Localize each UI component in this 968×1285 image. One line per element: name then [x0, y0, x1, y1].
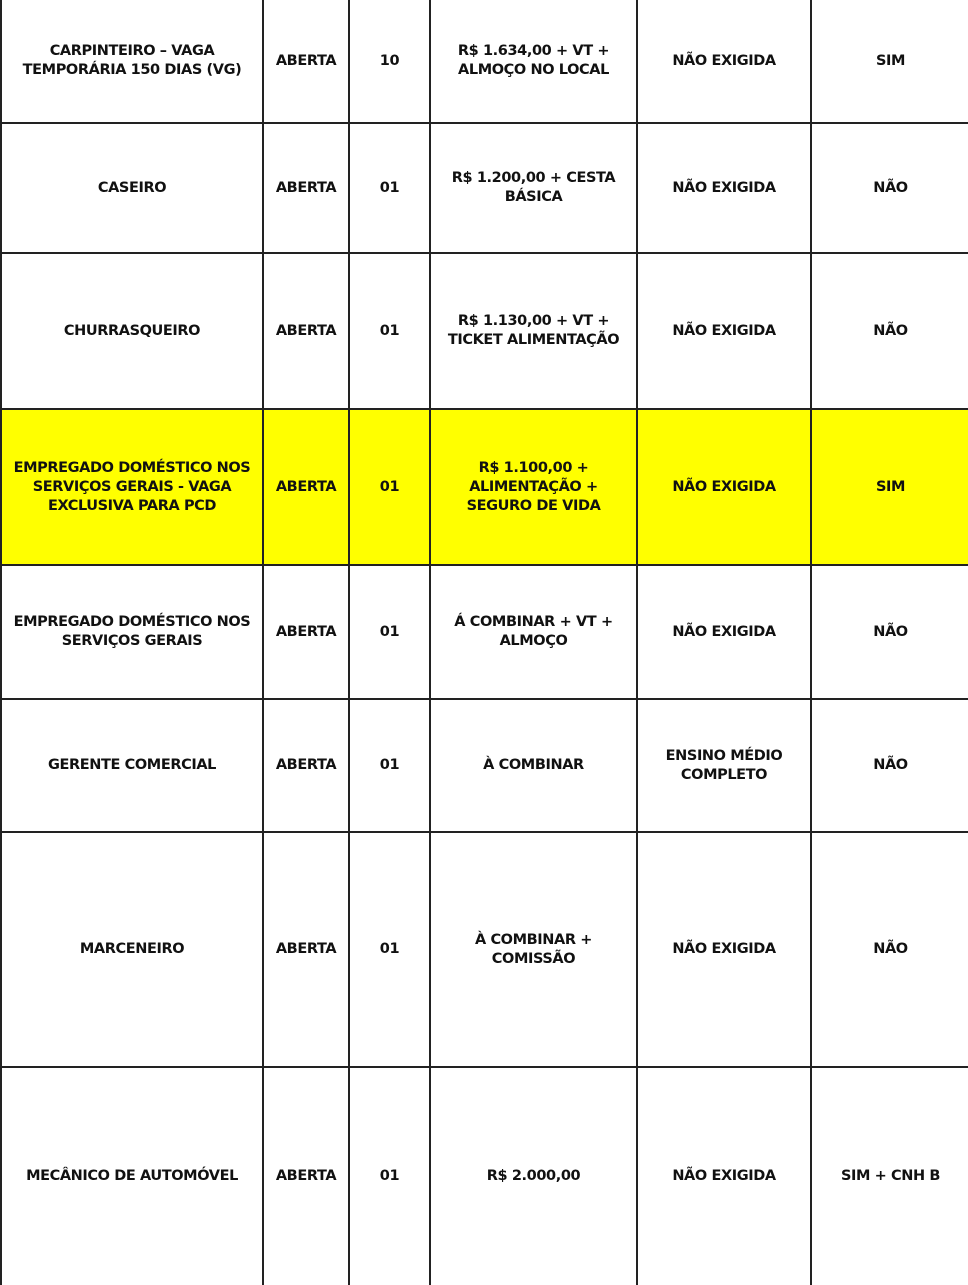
openings-count-cell: 10	[349, 0, 430, 123]
status-cell: ABERTA	[263, 565, 349, 699]
status-cell: ABERTA	[263, 832, 349, 1067]
job-title-cell: CASEIRO	[1, 123, 263, 253]
openings-count-cell: 01	[349, 832, 430, 1067]
education-cell: NÃO EXIGIDA	[637, 832, 811, 1067]
job-title-cell: MECÂNICO DE AUTOMÓVEL	[1, 1067, 263, 1285]
table-row	[1, 832, 968, 1067]
experience-cell: NÃO	[811, 565, 968, 699]
job-title-cell: EMPREGADO DOMÉSTICO NOS SERVIÇOS GERAIS - VAGA EXCLUSIVA PARA PCD	[1, 409, 263, 565]
status-cell: ABERTA	[263, 0, 349, 123]
table-row	[1, 253, 968, 409]
job-title-cell: MARCENEIRO	[1, 832, 263, 1067]
status-cell: ABERTA	[263, 699, 349, 832]
openings-count-cell: 01	[349, 253, 430, 409]
education-cell: ENSINO MÉDIO COMPLETO	[637, 699, 811, 832]
salary-cell: À COMBINAR + COMISSÃO	[430, 832, 637, 1067]
salary-cell: R$ 2.000,00	[430, 1067, 637, 1285]
experience-cell: NÃO	[811, 253, 968, 409]
openings-count-cell: 01	[349, 409, 430, 565]
openings-count-cell: 01	[349, 699, 430, 832]
education-cell: NÃO EXIGIDA	[637, 565, 811, 699]
job-title-cell: CARPINTEIRO – VAGA TEMPORÁRIA 150 DIAS (VG)	[1, 0, 263, 123]
table-row-highlighted	[1, 409, 968, 565]
education-cell: NÃO EXIGIDA	[637, 409, 811, 565]
experience-cell: SIM	[811, 409, 968, 565]
status-cell: ABERTA	[263, 1067, 349, 1285]
salary-cell: R$ 1.100,00 + ALIMENTAÇÃO + SEGURO DE VIDA	[430, 409, 637, 565]
experience-cell: SIM + CNH B	[811, 1067, 968, 1285]
education-cell: NÃO EXIGIDA	[637, 253, 811, 409]
salary-cell: Á COMBINAR + VT + ALMOÇO	[430, 565, 637, 699]
status-cell: ABERTA	[263, 253, 349, 409]
experience-cell: NÃO	[811, 123, 968, 253]
table-row	[1, 1067, 968, 1285]
salary-cell: R$ 1.130,00 + VT + TICKET ALIMENTAÇÃO	[430, 253, 637, 409]
education-cell: NÃO EXIGIDA	[637, 123, 811, 253]
education-cell: NÃO EXIGIDA	[637, 1067, 811, 1285]
table-row	[1, 565, 968, 699]
experience-cell: NÃO	[811, 699, 968, 832]
salary-cell: R$ 1.634,00 + VT + ALMOÇO NO LOCAL	[430, 0, 637, 123]
table-row	[1, 0, 968, 123]
experience-cell: SIM	[811, 0, 968, 123]
openings-count-cell: 01	[349, 123, 430, 253]
experience-cell: NÃO	[811, 832, 968, 1067]
education-cell: NÃO EXIGIDA	[637, 0, 811, 123]
table-row	[1, 123, 968, 253]
job-title-cell: CHURRASQUEIRO	[1, 253, 263, 409]
table-row	[1, 699, 968, 832]
salary-cell: À COMBINAR	[430, 699, 637, 832]
openings-count-cell: 01	[349, 565, 430, 699]
openings-count-cell: 01	[349, 1067, 430, 1285]
job-title-cell: EMPREGADO DOMÉSTICO NOS SERVIÇOS GERAIS	[1, 565, 263, 699]
status-cell: ABERTA	[263, 409, 349, 565]
status-cell: ABERTA	[263, 123, 349, 253]
job-title-cell: GERENTE COMERCIAL	[1, 699, 263, 832]
salary-cell: R$ 1.200,00 + CESTA BÁSICA	[430, 123, 637, 253]
